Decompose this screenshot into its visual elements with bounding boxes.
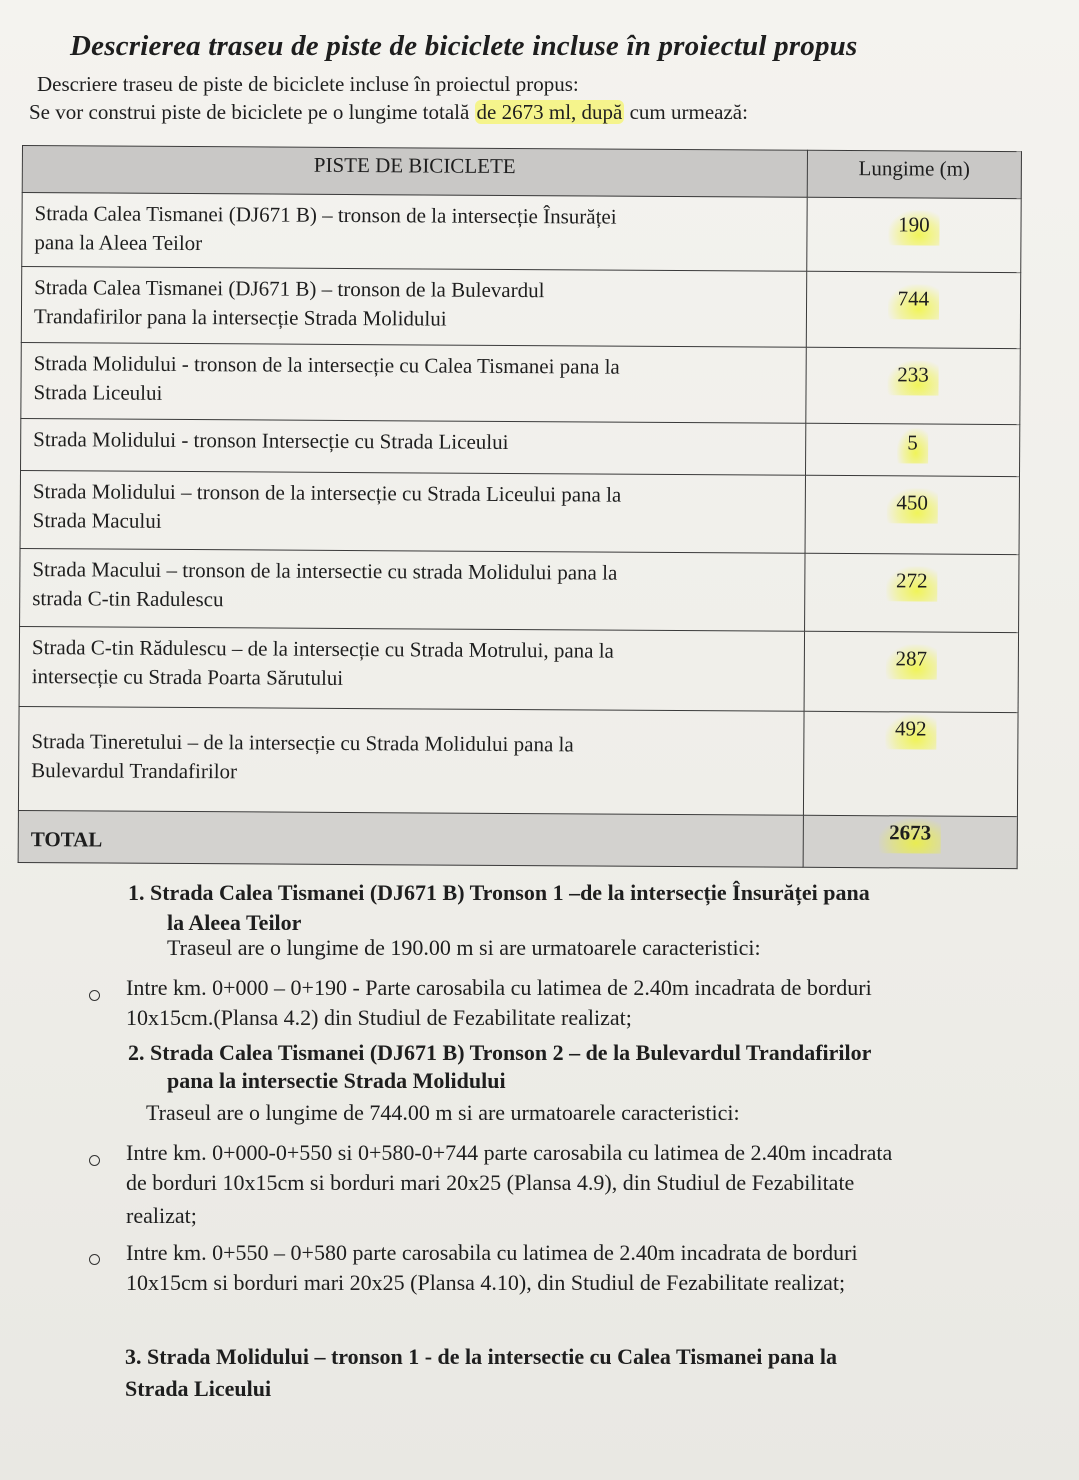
lane-length [804,553,1019,632]
lane-description [20,470,805,553]
header-lanes: PISTE DE BICICLETE [22,146,807,198]
section-1-bullet-1-line-1: Intre km. 0+000 – 0+190 - Parte carosabila cu latimea de 2.40m incadrata de borduri [126,975,872,1000]
table-row [20,548,1019,632]
lane-line-2: Strada Macului [32,508,162,533]
lane-line-1: Strada Calea Tismanei (DJ671 B) – tronson de la intersecție Însurăței [34,201,617,229]
lane-description [21,267,806,348]
lane-line-2: intersecție cu Strada Poarta Sărutului [31,664,344,690]
lane-line-2: strada C-tin Radulescu [32,586,224,612]
section-1-heading-line-2: la Aleea Teilor [167,910,302,935]
lane-line-1: Strada Molidului - tronson de la intersecție cu Calea Tismanei pana la [33,351,620,379]
section-2-heading-line-2: pana la intersectie Strada Molidului [167,1068,506,1093]
lane-line-1: Strada Calea Tismanei (DJ671 B) – tronson de la Bulevardul [34,275,545,303]
table-row [20,470,1019,554]
lane-line-1: Strada Tineretului – de la intersecție cu Strada Molidului pana la [31,729,574,757]
bullet-circle-icon [89,1155,100,1166]
section-2-heading-line-1: 2. Strada Calea Tismanei (DJ671 B) Tronson 2 – de la Bulevardul Trandafirilor [128,1040,872,1065]
lane-length [805,475,1020,554]
lane-length-value: 492 [885,714,937,749]
header-length: Lungime (m) [807,150,1022,198]
section-2-bullet-2-line-1: Intre km. 0+550 – 0+580 parte carosabila cu latimea de 2.40m incadrata de borduri [126,1240,858,1265]
section-3-heading-line-2: Strada Liceului [125,1376,272,1401]
lane-length-value: 190 [888,210,940,245]
lane-line-2: Trandafirilor pana la intersecție Strada Molidului [33,304,447,331]
table-row [18,706,1018,816]
table-row [19,626,1018,712]
total-length [803,815,1018,868]
lane-length-value: 272 [886,566,938,601]
lane-length-value: 450 [886,488,938,523]
bike-lanes-table [18,145,1022,869]
section-2-bullet-1-line-1: Intre km. 0+000-0+550 si 0+580-0+744 parte carosabila cu latimea de 2.40m incadrata [126,1140,893,1165]
table-header-row [22,146,1021,199]
section-1-heading-line-1: 1. Strada Calea Tismanei (DJ671 B) Tronson 1 –de la intersecție Însurăței pana [128,880,870,905]
lane-length [805,423,1020,476]
section-1-summary: Traseul are o lungime de 190.00 m si are urmatoarele caracteristici: [167,935,761,960]
total-label: TOTAL [18,810,803,867]
table-row [21,267,1020,349]
lane-line-1: Strada Molidului – tronson de la intersecție cu Strada Liceului pana la [32,479,622,507]
intro-line-2-end: cum urmează: [624,100,748,124]
table-total-row [18,810,1017,868]
lane-length [804,631,1019,712]
total-length-value: 2673 [879,818,941,853]
table-row [22,193,1021,273]
lane-length [806,271,1021,348]
intro-line-2 [29,100,748,125]
table-row [21,342,1020,424]
lane-length [803,711,1018,816]
lane-description [18,706,803,815]
lane-length-value: 744 [888,284,940,319]
lane-description [22,193,807,272]
lane-length-value: 287 [885,644,937,679]
section-2-summary: Traseul are o lungime de 744.00 m si are urmatoarele caracteristici: [146,1100,740,1125]
lane-line-2: Strada Liceului [33,380,163,405]
intro-line-1: Descriere traseu de piste de biciclete incluse în proiectul propus: [37,72,579,96]
lane-length [806,347,1021,424]
section-2-bullet-1-line-2: de borduri 10x15cm si borduri mari 20x25 (Plansa 4.9), din Studiul de Fezabilitate [126,1170,855,1195]
bullet-circle-icon [89,990,100,1001]
lane-line-1: Strada C-tin Rădulescu – de la intersecție cu Strada Motrului, pana la [31,635,614,663]
lane-length [807,197,1022,272]
section-1-bullet-1-line-2: 10x15cm.(Plansa 4.2) din Studiul de Fezabilitate realizat; [126,1005,632,1030]
section-3-heading-line-1: 3. Strada Molidului – tronson 1 - de la intersectie cu Calea Tismanei pana la [125,1344,837,1369]
lane-description [20,548,805,631]
lane-description [19,626,804,711]
section-2-bullet-1-line-3: realizat; [126,1203,197,1228]
lane-line-1: Strada Molidului - tronson Intersecție cu Strada Liceului [33,427,509,454]
table-row [21,418,1020,476]
intro-highlight: de 2673 ml, după [476,100,623,124]
bullet-circle-icon [89,1254,100,1265]
lane-length-value: 233 [887,360,939,395]
lane-length-value: 5 [897,428,928,463]
intro-line-2-start: Se vor construi piste de biciclete pe o lungime totală [29,100,475,124]
lane-line-2: pana la Aleea Teilor [34,230,203,256]
lane-description [21,418,806,475]
lane-line-1: Strada Macului – tronson de la intersectie cu strada Molidului pana la [32,557,618,585]
lane-line-2: Bulevardul Trandafirilor [31,758,238,784]
document-title: Descrierea traseu de piste de biciclete incluse în proiectul propus [70,30,858,62]
section-2-bullet-2-line-2: 10x15cm si borduri mari 20x25 (Plansa 4.10), din Studiul de Fezabilitate realizat; [126,1270,846,1295]
lane-description [21,342,806,423]
